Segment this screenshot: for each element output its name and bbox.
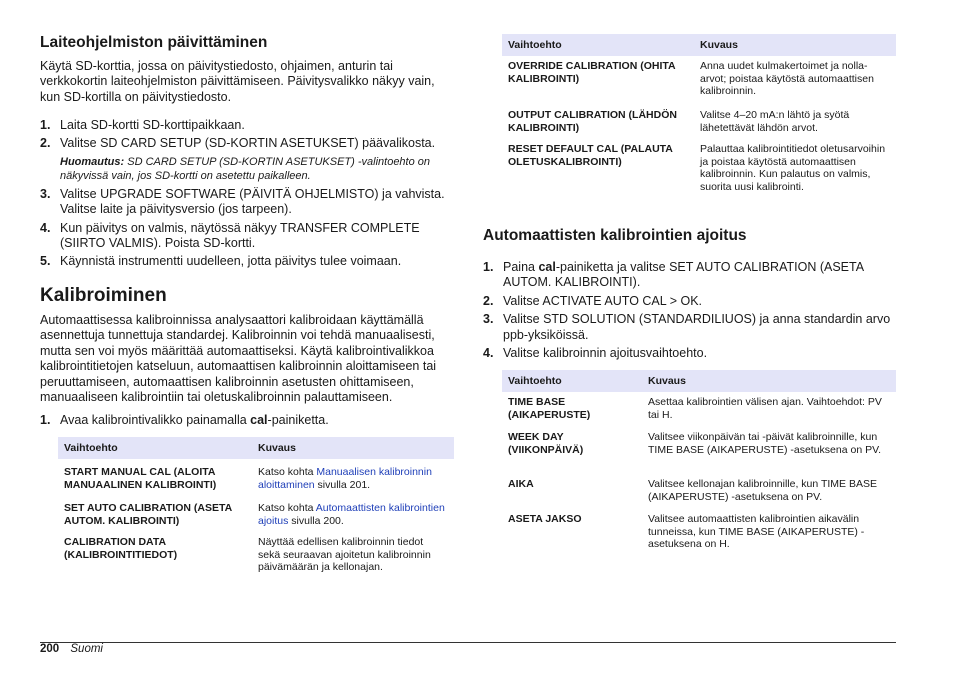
description-text: sivulla 200. [288,514,344,527]
description-text: Katso kohta [258,466,317,478]
note-text: SD CARD SETUP (SD-KORTIN ASETUKSET) -valintoehto on näkyvissä vain, jos SD-kortti on asetettu paikalleen. [60,155,431,182]
list-item [40,118,454,133]
step-text: Valitse kalibroinnin ajoitusvaihtoehto. [503,346,708,361]
option-description: Valitsee automaattisten kalibrointien aikavälin tunneissa, kun TIME BASE (AIKAPERUSTE) -asetuksena on H. [648,513,865,551]
step-number: 1. [483,260,494,274]
option-description: Valitse 4–20 mA:n lähtö ja syötä lähetettävät lähdön arvot. [700,109,850,134]
column-header-description: Kuvaus [252,437,454,459]
table-row [58,459,454,496]
firmware-heading: Laiteohjelmiston päivittäminen [40,34,268,51]
step-number: 1. [40,118,51,132]
description-text: Katso kohta [258,502,316,514]
option-name: AIKA [508,478,534,490]
step-text: Valitse STD SOLUTION (STANDARDILIUOS) ja anna standardin arvo ppb-yksiköissä. [503,312,891,342]
list-item [40,254,454,269]
table-row [502,105,896,140]
table-header-row [58,437,454,459]
column-header-description: Kuvaus [642,370,896,392]
column-header-option: Vaihtoehto [502,34,694,56]
option-name: WEEK DAY (VIIKONPÄIVÄ) [508,431,584,456]
cal-key: cal [250,413,268,427]
step-text: Kun päivitys on valmis, näytössä näkyy TRANSFER COMPLETE (SIIRTO VALMIS). Poista SD-kortti. [60,220,420,251]
option-name: START MANUAL CAL (ALOITA MANUAALINEN KALIBROINTI) [64,466,217,491]
option-description [252,496,454,532]
step-text: Laita SD-kortti SD-korttipaikkaan. [60,118,245,132]
column-header-option: Vaihtoehto [502,370,642,392]
table-row [502,140,896,193]
column-header-option: Vaihtoehto [58,437,252,459]
calibration-steps [40,413,454,428]
description-text: sivulla 201. [314,478,371,491]
step-text: Valitse UPGRADE SOFTWARE (PÄIVITÄ OHJELMISTO) ja vahvista. Valitse laite ja päivitysversio (jos tarpeen). [60,186,445,217]
option-description: Anna uudet kulmakertoimet ja nolla-arvot; poistaa käytöstä automaattisen kalibroinnin. [700,60,874,98]
list-item [483,294,896,309]
footer-divider [40,642,896,643]
list-item [483,312,896,343]
note [40,155,454,183]
option-description: Palauttaa kalibrointitiedot oletusarvoihin ja poistaa käytöstä automaattisen kalibroinnin. Kun palautus on valmis, suorita uusi kalibrointi. [700,143,886,193]
column-header-description: Kuvaus [694,34,896,56]
step-number: 1. [40,413,51,427]
option-description: Näyttää edellisen kalibroinnin tiedot sekä seuraavan ajoitetun kalibroinnin päivämäärän ja kellonajan. [258,536,431,574]
step-number: 2. [483,293,494,308]
schedule-options-table [502,370,896,551]
option-name: ASETA JAKSO [508,513,582,525]
option-name: SET AUTO CALIBRATION (ASETA AUTOM. KALIBROINTI) [64,502,232,527]
table-row [502,510,896,551]
auto-calibration-steps [483,260,896,361]
list-item [483,260,896,291]
step-text-post: -painiketta. [267,413,329,427]
step-text: Valitse ACTIVATE AUTO CAL > OK. [503,293,703,308]
option-description [252,459,454,496]
step-text-post: -painiketta ja valitse SET AUTO CALIBRATION (ASETA AUTOM. KALIBROINTI). [503,260,864,290]
option-name: OUTPUT CALIBRATION (LÄHDÖN KALIBROINTI) [508,109,677,134]
table-row [502,56,896,105]
step-number: 4. [483,346,494,361]
option-name: CALIBRATION DATA (KALIBROINTITIEDOT) [64,536,178,561]
option-name: OVERRIDE CALIBRATION (OHITA KALIBROINTI) [508,60,676,85]
option-description: Valitsee viikonpäivän tai -päivät kalibroinnille, kun TIME BASE (AIKAPERUSTE) -asetuksena on PV. [648,431,882,456]
calibration-options-table [58,437,454,574]
note-label: Huomautus: [60,155,125,168]
list-item [40,221,454,252]
table-header-row [502,370,896,392]
link-auto-calibration-schedule[interactable]: Automaattisten kalibrointien ajoitus [258,502,445,527]
footer-language: Suomi [70,643,103,655]
step-text-pre: Paina [503,260,539,274]
step-text-pre: Avaa kalibrointivalikko painamalla [60,413,251,427]
step-number: 2. [40,136,51,151]
table-row [502,475,896,510]
list-item [483,346,896,361]
step-number: 3. [40,186,51,201]
firmware-steps [40,118,454,270]
auto-calibration-heading: Automaattisten kalibrointien ajoitus [483,227,747,244]
table-row [502,392,896,427]
link-manual-calibration[interactable]: Manuaalisen kalibroinnin aloittaminen [258,466,432,491]
firmware-intro: Käytä SD-korttia, jossa on päivitystiedosto, ohjaimen, anturin tai verkkokortin laiteohjelmiston päivittämiseen. Päivitysvalikko näkyy vain, kun SD-kortilla on päivitystiedosto. [40,59,435,104]
step-number: 3. [483,312,494,327]
list-item [40,413,454,428]
step-number: 5. [40,254,51,269]
cal-key: cal [538,260,556,274]
page-number: 200 [40,643,60,655]
table-row [58,496,454,532]
footer [40,643,103,655]
calibration-intro: Automaattisessa kalibroinnissa analysaattori kalibroidaan käyttämällä asennettuja tunnettuja standardej. Kalibroinnin voi tehdä manuaalisesti, mutta sen voi myös määrittää automaattiseksi. Käytä kalibrointivalikkoa kalibrointitietojen katseluun, automaattisen kalibroinnin aloittamiseen tai peruuttamiseen, automaattisen kalibroinnin asetusten ohittamiseen, manuaaliseen kalibrointiin tai oletuskalibroinnin palauttamiseen. [40,313,437,405]
option-name: TIME BASE (AIKAPERUSTE) [508,396,591,421]
list-item [40,187,454,218]
step-text: Käynnistä instrumentti uudelleen, jotta päivitys tulee voimaan. [60,254,402,269]
option-name: RESET DEFAULT CAL (PALAUTA OLETUSKALIBROINTI) [508,143,673,168]
step-number: 4. [40,220,51,235]
option-description: Asettaa kalibrointien välisen ajan. Vaihtoehdot: PV tai H. [648,396,882,421]
calibration-heading: Kalibroiminen [40,285,167,306]
table-header-row [502,34,896,56]
table-row [58,532,454,574]
option-description: Valitsee kellonajan kalibroinnille, kun TIME BASE (AIKAPERUSTE) -asetuksena on PV. [648,478,877,503]
table-row [502,427,896,475]
calibration-options-table-continued [502,34,896,193]
list-item [40,136,454,151]
step-text: Valitse SD CARD SETUP (SD-KORTIN ASETUKSET) päävalikosta. [60,136,436,151]
